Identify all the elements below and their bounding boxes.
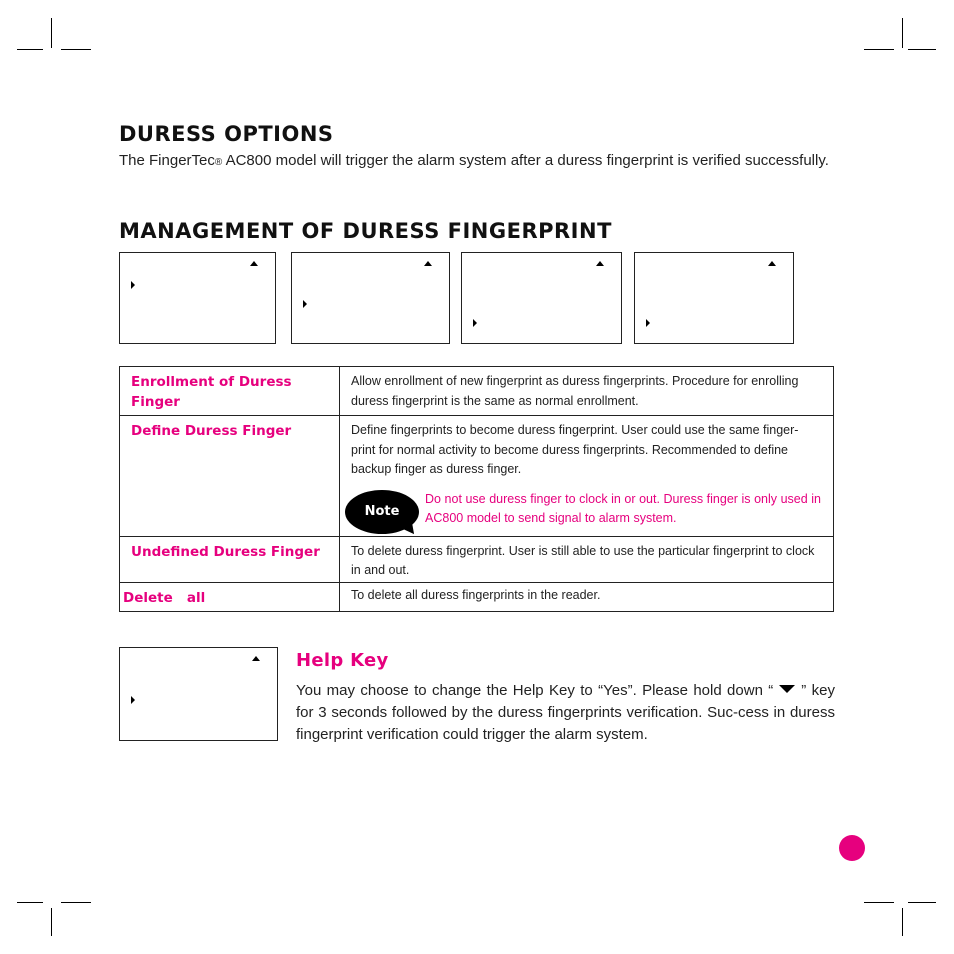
lcd-screen-1 [119, 252, 276, 344]
heading-management: MANAGEMENT OF DURESS FINGERPRINT [119, 219, 612, 243]
registered-mark: ® [214, 157, 223, 168]
option-label: Enrollment of Duress Finger [120, 367, 340, 416]
note-bubble-icon [345, 490, 419, 536]
lcd-screen-4 [634, 252, 794, 344]
option-description: Allow enrollment of new fingerprint as duress fingerprints. Procedure for enrolling duress fingerprint is the same as normal enrollment. [340, 367, 834, 416]
up-arrow-icon [252, 656, 260, 661]
crop-mark [17, 902, 43, 903]
option-description: To delete all duress fingerprints in the reader. [340, 582, 834, 611]
help-text-start: You may choose to change the Help Key to “Yes”. Please hold down “ [296, 682, 774, 699]
cursor-pointer-icon [646, 319, 650, 327]
up-arrow-icon [424, 261, 432, 266]
table-row [120, 367, 834, 416]
up-arrow-icon [250, 261, 258, 266]
help-key-paragraph [296, 680, 835, 746]
crop-mark [864, 902, 894, 903]
crop-mark [908, 49, 936, 50]
option-label: Define Duress Finger [120, 416, 340, 537]
page-marker-dot [839, 835, 865, 861]
table-row [120, 416, 834, 537]
crop-mark [61, 902, 91, 903]
option-description: To delete duress fingerprint. User is still able to use the particular fingerprint to clock in and out. [340, 536, 834, 582]
note-callout [351, 490, 821, 536]
cursor-pointer-icon [131, 281, 135, 289]
up-arrow-icon [596, 261, 604, 266]
intro-text-end: AC800 model will trigger the alarm system after a duress fingerprint is verified successfully. [222, 152, 829, 169]
crop-mark [902, 18, 903, 48]
cursor-pointer-icon [303, 300, 307, 308]
note-text: Do not use duress finger to clock in or out. Duress finger is only used in AC800 model to send signal to alarm system. [425, 491, 821, 525]
crop-mark [51, 908, 52, 936]
option-label: Delete all [120, 582, 340, 611]
option-description: Define fingerprints to become duress fingerprint. User could use the same finger-print for normal activity to become duress fingerprints. Recommended to define backup finger as duress finger. [351, 423, 799, 476]
heading-duress-options: DURESS OPTIONS [119, 122, 334, 146]
table-row [120, 536, 834, 582]
up-arrow-icon [768, 261, 776, 266]
crop-mark [908, 902, 936, 903]
crop-mark [17, 49, 43, 50]
intro-paragraph [119, 148, 835, 175]
note-label: Note [364, 503, 400, 519]
option-description-cell [340, 416, 834, 537]
lcd-screen-3 [461, 252, 622, 344]
table-row [120, 582, 834, 611]
help-text-end: ” key for 3 seconds followed by the duress fingerprints verification. Suc-cess in duress fingerprint verification could trigger the alarm system. [296, 682, 835, 743]
down-triangle-icon [779, 685, 795, 693]
crop-mark [864, 49, 894, 50]
lcd-screen-help [119, 647, 278, 741]
duress-options-table [119, 366, 834, 612]
crop-mark [61, 49, 91, 50]
crop-mark [51, 18, 52, 48]
intro-text-start: The FingerTec [119, 152, 215, 169]
crop-mark [902, 908, 903, 936]
lcd-screen-2 [291, 252, 450, 344]
option-label: Undefined Duress Finger [120, 536, 340, 582]
cursor-pointer-icon [131, 696, 135, 704]
cursor-pointer-icon [473, 319, 477, 327]
help-key-title: Help Key [296, 650, 389, 671]
